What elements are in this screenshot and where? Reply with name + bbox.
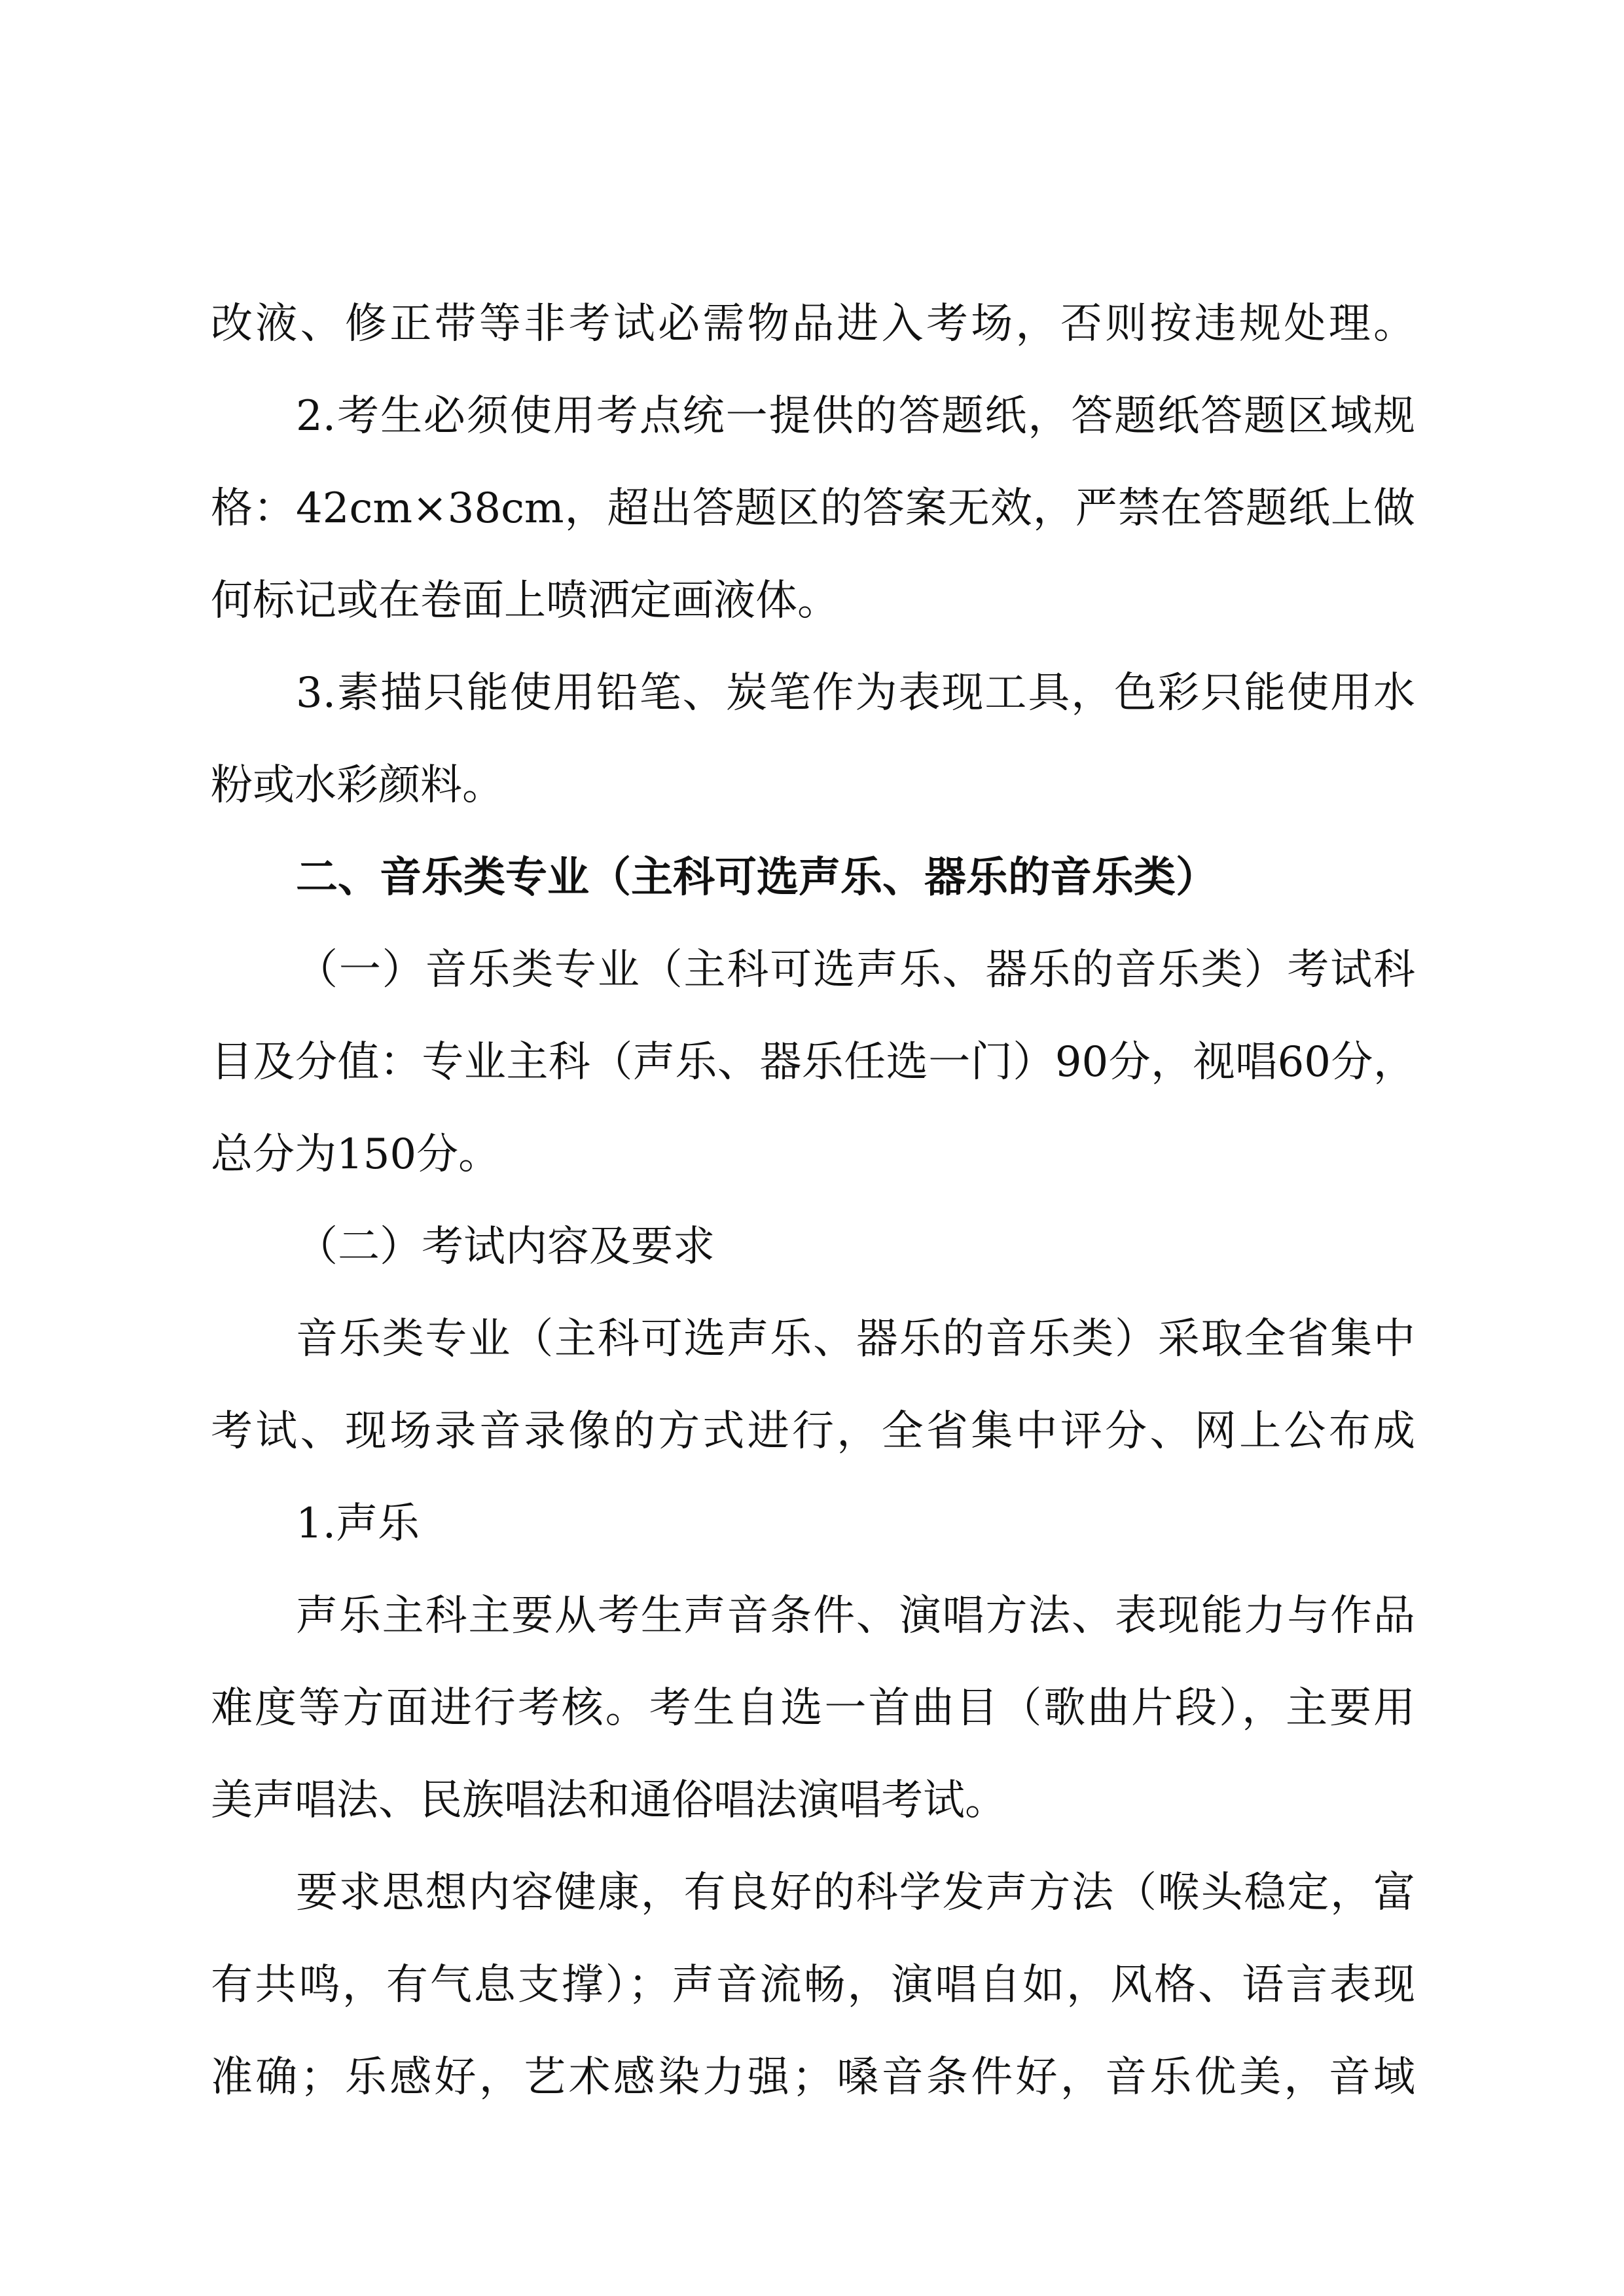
paragraph-line: 目及分值：专业主科（声乐、器乐任选一门）90分，视唱60分，: [211, 1038, 1415, 1086]
document-body: [211, 278, 1415, 2124]
paragraph-line: 粉或水彩颜料。: [211, 761, 504, 810]
paragraph-line: 有共鸣，有气息支撑）；声音流畅，演唱自如，风格、语言表现: [211, 1961, 1415, 2009]
paragraph-line: 要求思想内容健康，有良好的科学发声方法（喉头稳定，富: [296, 1869, 1415, 1917]
paragraph-line: 难度等方面进行考核。考生自选一首曲目（歌曲片段），主要用: [211, 1684, 1415, 1732]
paragraph-line: 美声唱法、民族唱法和通俗唱法演唱考试。: [211, 1776, 1007, 1825]
paragraph-line: 何标记或在卷面上喷洒定画液体。: [211, 577, 839, 625]
paragraph-line: 考试、现场录音录像的方式进行，全省集中评分、网上公布成: [211, 1407, 1415, 1456]
paragraph-line: 格：42cm×38cm，超出答题区的答案无效，严禁在答题纸上做: [211, 484, 1415, 533]
paragraph-line: 音乐类专业（主科可选声乐、器乐的音乐类）采取全省集中: [296, 1315, 1415, 1363]
subsection-heading: （二）考试内容及要求: [296, 1223, 715, 1271]
paragraph-line: 准确；乐感好，艺术感染力强；嗓音条件好，音乐优美，音域: [211, 2053, 1415, 2102]
paragraph-line: 2.考生必须使用考点统一提供的答题纸，答题纸答题区域规: [296, 392, 1415, 440]
paragraph-line: 3.素描只能使用铅笔、炭笔作为表现工具，色彩只能使用水: [296, 669, 1415, 717]
item-heading: 1.声乐: [296, 1499, 420, 1548]
paragraph-line: 改液、修正带等非考试必需物品进入考场，否则按违规处理。: [211, 300, 1415, 348]
subsection-line: （一）音乐类专业（主科可选声乐、器乐的音乐类）考试科: [296, 946, 1415, 994]
paragraph-line: 声乐主科主要从考生声音条件、演唱方法、表现能力与作品: [296, 1592, 1415, 1640]
paragraph-line: 总分为150分。: [211, 1130, 501, 1179]
section-heading: 二、音乐类专业（主科可选声乐、器乐的音乐类）: [296, 853, 1218, 902]
